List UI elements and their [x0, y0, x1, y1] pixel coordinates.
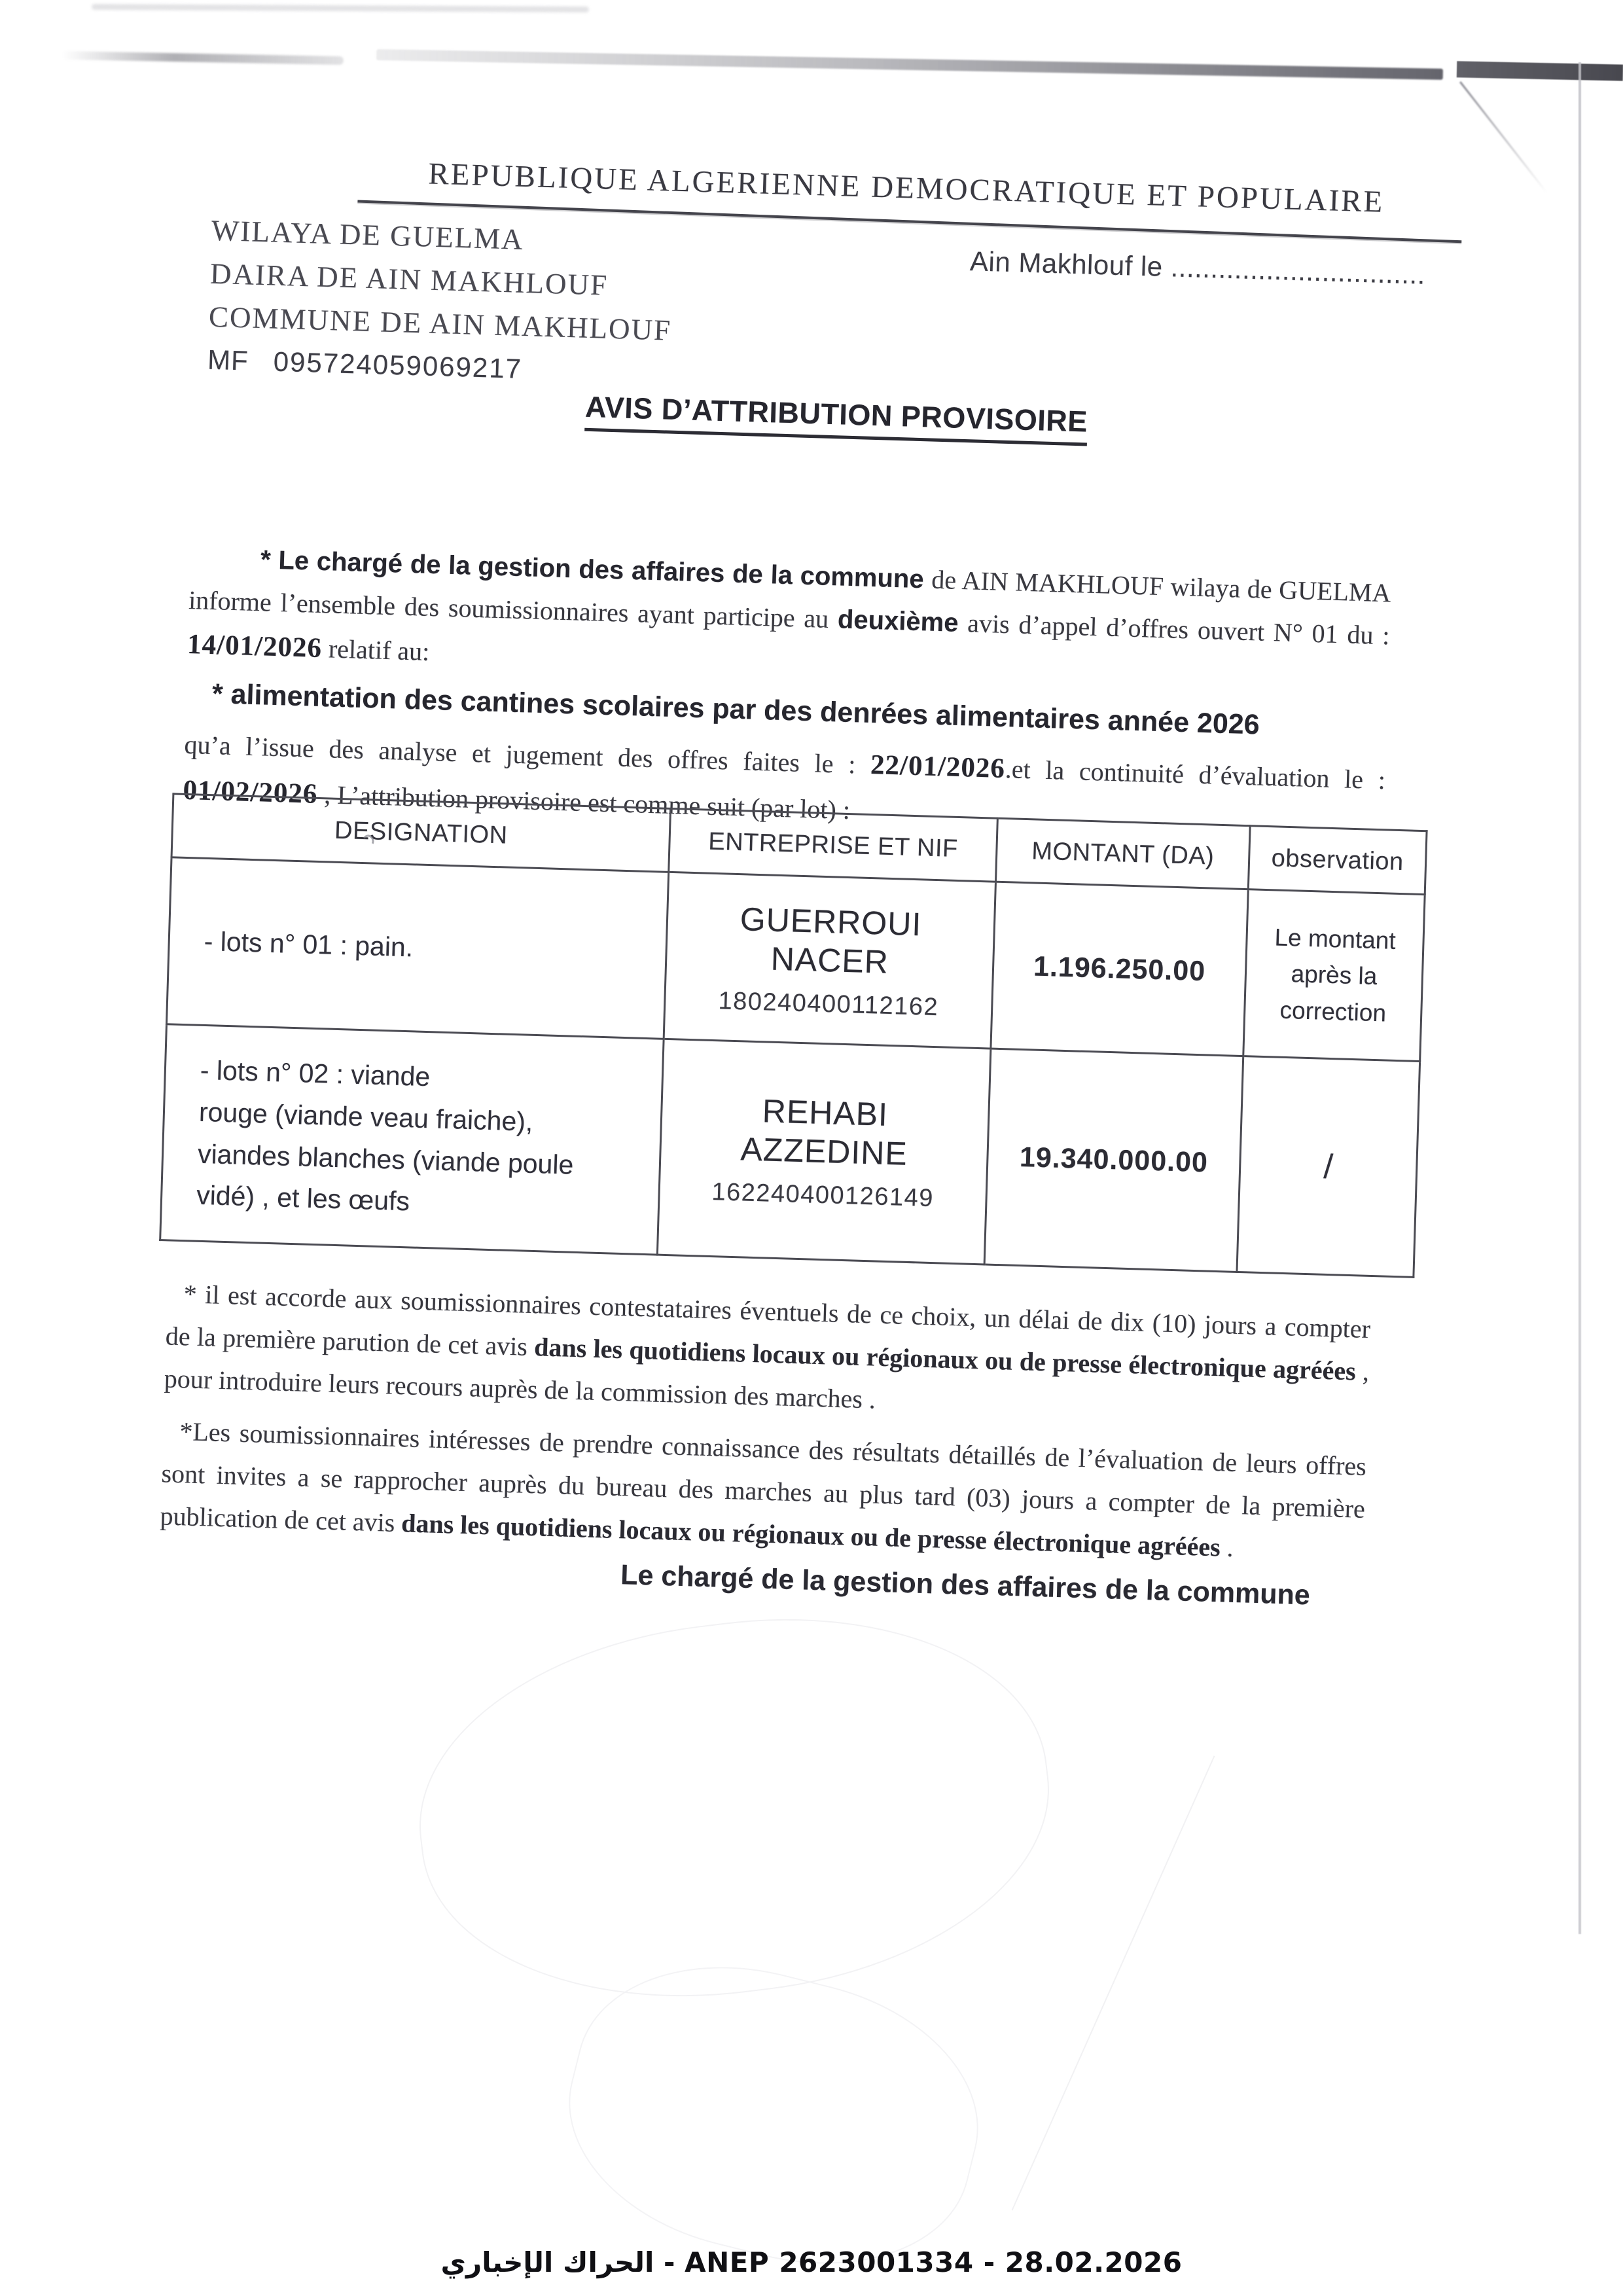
- mf-label: MF: [207, 344, 249, 376]
- intro-p1-deuxieme: deuxième: [837, 605, 959, 637]
- republic-title: REPUBLIQUE ALGERIENNE DEMOCRATIQUE ET POPULAIRE: [427, 156, 1385, 219]
- lot1-entreprise-nif: 180240400112162: [717, 986, 939, 1021]
- intro-p3-body2: .et la continuité d’évaluation le :: [1005, 753, 1386, 795]
- footer-p1-tail: , pour introduire leurs recours auprès de la commission des marches .: [164, 1356, 1370, 1414]
- intro-p1-date: 14/01/2026: [187, 628, 323, 664]
- footer-p1-bold: dans les quotidiens locaux ou régionaux ou de presse électronique agréées: [533, 1331, 1363, 1386]
- document-title: AVIS D’ATTRIBUTION PROVISOIRE: [584, 390, 1088, 446]
- lot1-montant: 1.196.250.00: [991, 882, 1248, 1056]
- table-row-lot-02: [160, 1024, 1420, 1278]
- mf-number: 095724059069217: [273, 346, 523, 384]
- header-montant: MONTANT (DA): [995, 818, 1250, 889]
- lot2-montant: 19.340.000.00: [984, 1049, 1243, 1272]
- lot1-designation: - lots n° 01 : pain.: [166, 857, 668, 1039]
- issuer-daira: DAIRA DE AIN MAKHLOUF: [209, 257, 609, 302]
- intro-p1-body: de AIN MAKHLOUF wilaya de GUELMA informe l’ensemble des soumissionnaires ayant participe au: [188, 564, 1392, 634]
- intro-object-line: * alimentation des cantines scolaires par des denrées alimentaires année 2026: [211, 678, 1260, 741]
- lot2-entreprise-name: REHABI AZZEDINE: [740, 1092, 908, 1172]
- header-entreprise: ENTREPRISE ET NIF: [669, 808, 998, 882]
- footer-paragraph-1: [164, 1272, 1371, 1435]
- intro-p1-lead: * Le chargé de la gestion des affaires de la commune: [260, 545, 933, 594]
- issuer-block: [207, 209, 675, 395]
- intro-p1-body2: avis d’appel d’offres ouvert N° 01 du :: [957, 607, 1391, 651]
- intro-p1-tail: relatif au:: [321, 633, 430, 666]
- footer-p2-body: *Les soumissionnaires intéresses de prendre connaissance des résultats détaillés de l’évaluation de leurs offres sont invites a se rapprocher auprès du bureau des marches au plus tard (03) jours a compter de la première publication de cet avis: [160, 1416, 1367, 1538]
- lot1-entreprise: [664, 872, 995, 1049]
- footer-paragraph-2: [160, 1410, 1367, 1573]
- intro-p3-body: qu’a l’issue des analyse et jugement des offres faites le :: [184, 729, 871, 780]
- intro-p3-date1: 22/01/2026: [870, 749, 1006, 784]
- intro-p3-tail: , L’attribution provisoire est comme suit (par lot) :: [317, 779, 851, 825]
- lot1-observation: Le montant après la correction: [1243, 889, 1425, 1062]
- lot2-designation: - lots n° 02 : viande rouge (viande veau fraiche), viandes blanches (viande poule vidé) , et les œufs: [160, 1024, 664, 1255]
- header-observation: observation: [1248, 826, 1427, 895]
- footer-p1-body: * il est accorde aux soumissionnaires contestataires éventuels de ce choix, un délai de dix (10) jours a compter de la première parution de cet avis: [165, 1279, 1371, 1361]
- intro-p3-date2: 01/02/2026: [182, 774, 319, 810]
- issuer-wilaya: WILAYA DE GUELMA: [211, 213, 525, 256]
- anep-reference-line: الحراك الإخباري - ANEP 2623001334 - 28.02.2026: [440, 2246, 1183, 2278]
- lot2-observation: [1237, 1056, 1420, 1278]
- header-designation: DESIGNATION: [171, 794, 671, 872]
- footer-p2-tail: .: [1226, 1532, 1234, 1562]
- lot2-observation-slash: /: [1323, 1147, 1334, 1186]
- signature-line: Le chargé de la gestion des affaires de la commune: [620, 1559, 1311, 1611]
- footer-p2-bold: dans les quotidiens locaux ou régionaux ou de presse électronique agréées: [401, 1508, 1228, 1562]
- award-table: [159, 793, 1427, 1278]
- issuer-commune: COMMUNE DE AIN MAKHLOUF: [208, 300, 672, 347]
- footer-section: [160, 1272, 1371, 1573]
- lot2-entreprise-nif: 162240400126149: [711, 1178, 935, 1213]
- lot1-entreprise-name: GUERROUI NACER: [740, 900, 923, 980]
- lot2-entreprise: [657, 1039, 991, 1265]
- dateline: Ain Makhlouf le ................................: [969, 245, 1426, 290]
